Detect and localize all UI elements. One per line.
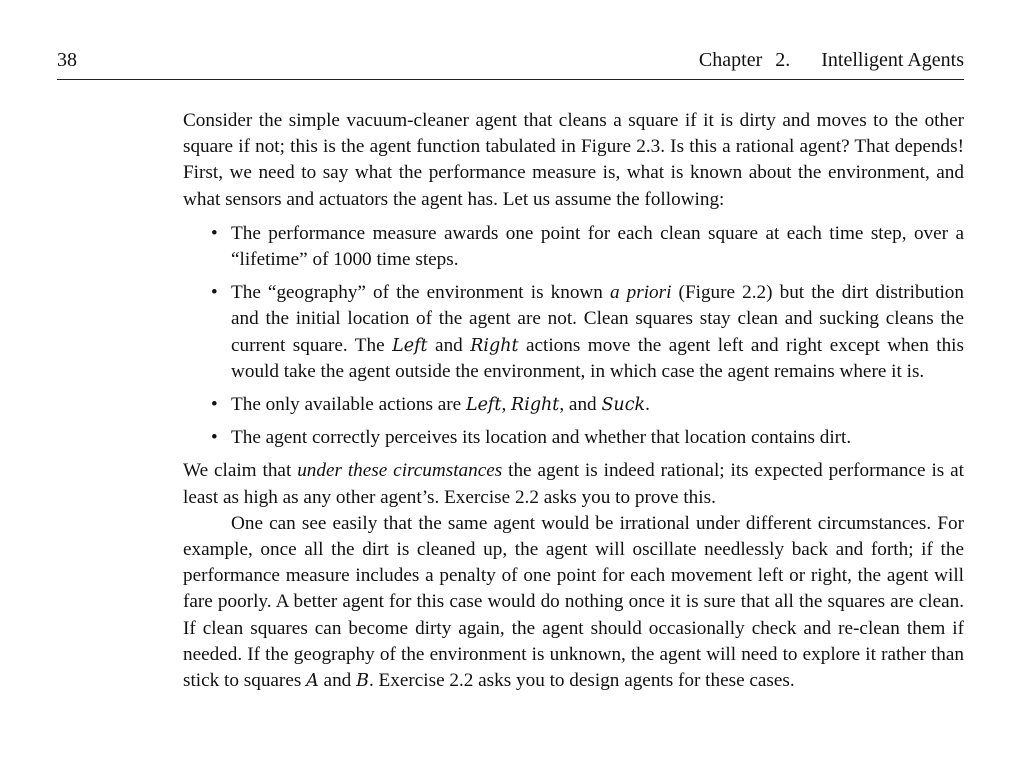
bullet-3-sep-1: , (501, 394, 512, 416)
chapter-title: Intelligent Agents (821, 49, 964, 71)
bullet-3-before: The only available actions are (231, 394, 466, 416)
list-item (231, 392, 964, 418)
assumptions-list (183, 221, 964, 452)
bullet-4-text: The agent correctly perceives its location and whether that location contains dirt. (231, 427, 852, 449)
bullet-3-sep-2: , and (559, 394, 602, 416)
final-and: and (318, 670, 357, 692)
claim-paragraph (183, 458, 964, 510)
bullet-2-before: The “geography” of the environment is known (231, 282, 610, 304)
action-left: Left (392, 335, 428, 356)
bullet-1-text: The performance measure awards one point for each clean square at each time step, over a “lifetime” of 1000 time steps. (231, 222, 964, 271)
page-number: 38 (57, 49, 77, 71)
claim-after: the agent is indeed rational; its expected performance is at least as high as any other agent’s. Exercise 2.2 asks you to prove this. (183, 460, 964, 508)
action-left: Left (465, 395, 502, 416)
action-suck: Suck (601, 395, 646, 416)
claim-before: We claim that (183, 460, 298, 482)
list-item (231, 425, 964, 451)
chapter-number: 2. (775, 49, 791, 71)
action-right: Right (511, 395, 560, 416)
square-b: B (356, 671, 369, 692)
action-right: Right (470, 335, 519, 356)
a-priori-emphasis: a priori (609, 282, 672, 304)
list-item (231, 280, 964, 385)
bullet-3-end: . (645, 394, 650, 416)
final-end: . Exercise 2.2 asks you to design agents for these cases. (368, 670, 795, 692)
page-header (57, 49, 964, 80)
running-head (699, 49, 964, 72)
body-text (183, 108, 964, 694)
square-a: A (306, 671, 319, 692)
intro-paragraph: Consider the simple vacuum-cleaner agent that cleans a square if it is dirty and moves to the other square if not; this is the agent function tabulated in Figure 2.3. Is this a rational agent? That depends! First, we need to say what the performance measure is, what is known about the environment, and what sensors and actuators the agent has. Let us assume the following: (183, 110, 964, 210)
list-item (231, 221, 964, 273)
final-paragraph-text: One can see easily that the same agent would be irrational under different circumstances. For example, once all the dirt is cleaned up, the agent will oscillate needlessly back and forth; if the performance measure includes a penalty of one point for each movement left or right, the agent will fare poorly. A better agent for this case would do nothing once it is sure that all the squares are clean. If clean squares can become dirty again, the agent should occasionally check and re-clean them if needed. If the geography of the environment is unknown, the agent will need to explore it rather than stick to squares (183, 512, 964, 692)
final-paragraph (183, 511, 964, 694)
chapter-label: Chapter (698, 49, 763, 71)
claim-emphasis: under these circumstances (297, 460, 503, 482)
bullet-2-and: and (427, 334, 471, 356)
bullet-2-after: actions move the agent left and right except when this would take the agent outside the environment, in which case the agent remains where it is. (231, 334, 964, 382)
bullet-2-mid: (Figure 2.2) but the dirt distribution and the initial location of the agent are not. Clean squares stay clean and sucking cleans the current square. The (231, 282, 964, 356)
